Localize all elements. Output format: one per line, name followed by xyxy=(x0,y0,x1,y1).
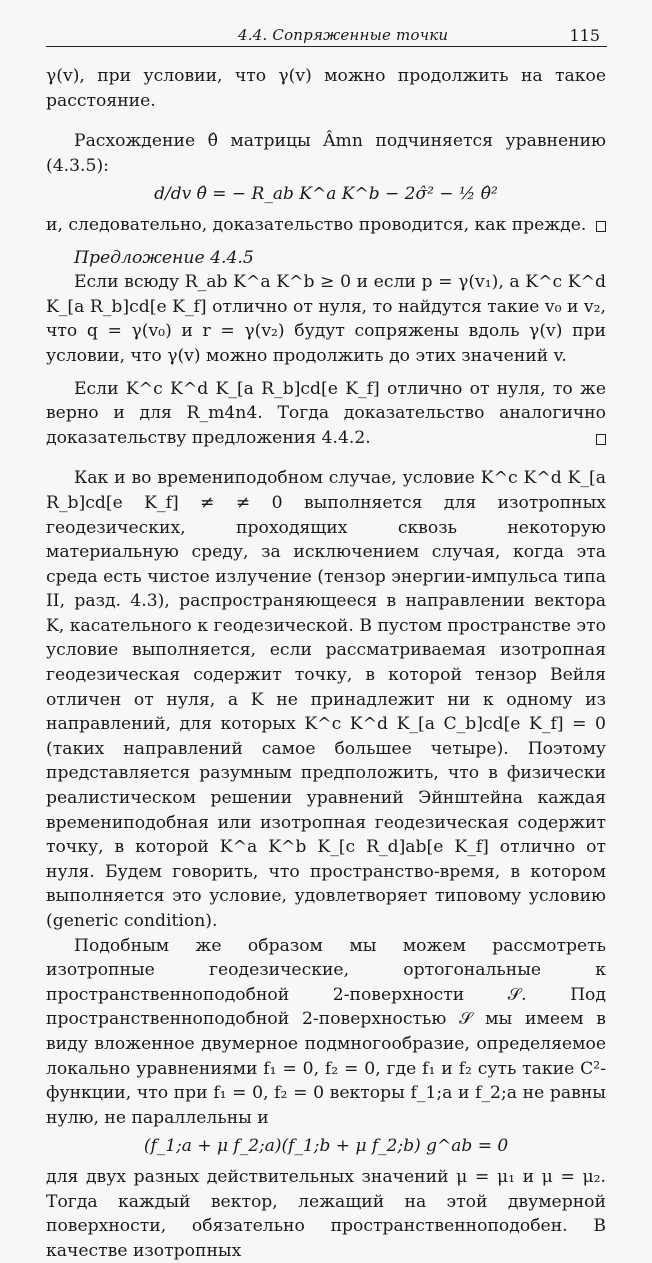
paragraph-1: γ(v), при условии, что γ(v) можно продолжить на такое расстояние. xyxy=(46,66,606,111)
running-head: 4.4. Сопряженные точки xyxy=(238,26,449,44)
paragraph-7: Подобным же образом мы можем рассмотреть изотропные геодезические, ортогональные к пространственноподобной 2-поверхности 𝒮. Под пространственноподобной 2-поверхностью 𝒮 мы имеем в виду вложенное двумерное подмногообразие, определяемое локально уравнениями f₁ = 0, f₂ = 0, где f₁ и f₂ суть такие C²-функции, что при f₁ = 0, f₂ = 0 векторы f_1;a и f_2;a не равны нулю, не параллельны и xyxy=(46,935,606,1128)
equation-2: (f_1;a + μ f_2;a)(f_1;b + μ f_2;b) g^ab = 0 xyxy=(143,1136,509,1157)
paragraph-3 xyxy=(46,213,606,238)
page-number: 115 xyxy=(569,26,600,45)
page-body xyxy=(46,64,606,1263)
paragraph-3-text: и, следовательно, доказательство проводится, как прежде. xyxy=(46,214,587,235)
qed-icon xyxy=(596,434,606,445)
page-header xyxy=(0,24,652,46)
paragraph-5 xyxy=(46,377,606,451)
equation-1: d/dv θ̂ = − R_ab K^a K^b − 2σ̂² − ½ θ̂² xyxy=(154,184,498,205)
header-rule xyxy=(46,46,607,47)
paragraph-5-text: Если K^c K^d K_[a R_b]cd[e K_f] отлично от нуля, то же верно и для R_m4n4. Тогда доказательство аналогично доказательству предложения 4.4.2. xyxy=(46,378,606,448)
paragraph-2: Расхождение θ̂ матрицы Âmn подчиняется уравнению (4.3.5): xyxy=(46,131,606,176)
paragraph-8: для двух разных действительных значений μ = μ₁ и μ = μ₂. Тогда каждый вектор, лежащий на этой двумерной поверхности, обязательно пространственноподобен. В качестве изотропных xyxy=(46,1166,606,1261)
qed-icon xyxy=(596,221,606,232)
proposition-title: Предложение 4.4.5 xyxy=(74,247,254,268)
paragraph-6: Как и во времениподобном случае, условие K^c K^d K_[a R_b]cd[e K_f] ≠ ≠ 0 выполняется для изотропных геодезических, проходящих сквозь некоторую материальную среду, за исключением случая, когда эта среда есть чистое излучение (тензор энергии-импульса типа II, разд. 4.3), распространяющееся в направлении вектора K, касательного к геодезической. В пустом пространстве это условие выполняется, если рассматриваемая изотропная геодезическая содержит точку, в которой тензор Вейля отличен от нуля, а K не принадлежит ни к одному из направлений, для которых K^c K^d K_[a C_b]cd[e K_f] = 0 (таких направлений самое большее четыре). Поэтому представляется разумным предположить, что в физически реалистическом решении уравнений Эйнштейна каждая времениподобная или изотропная геодезическая содержит точку, в которой K^a K^b K_[c R_d]ab[e K_f] отлично от нуля. Будем говорить, что пространство-время, в котором выполняется это условие, удовлетворяет типовому условию (generic condition). xyxy=(46,468,606,931)
proposition-text: Если всюду R_ab K^a K^b ≥ 0 и если p = γ(v₁), а K^c K^d K_[a R_b]cd[e K_f] отлично от нуля, то найдутся такие v₀ и v₂, что q = γ(v₀) и r = γ(v₂) будут сопряжены вдоль γ(v) при условии, что γ(v) можно продолжить до этих значений v. xyxy=(46,272,606,366)
